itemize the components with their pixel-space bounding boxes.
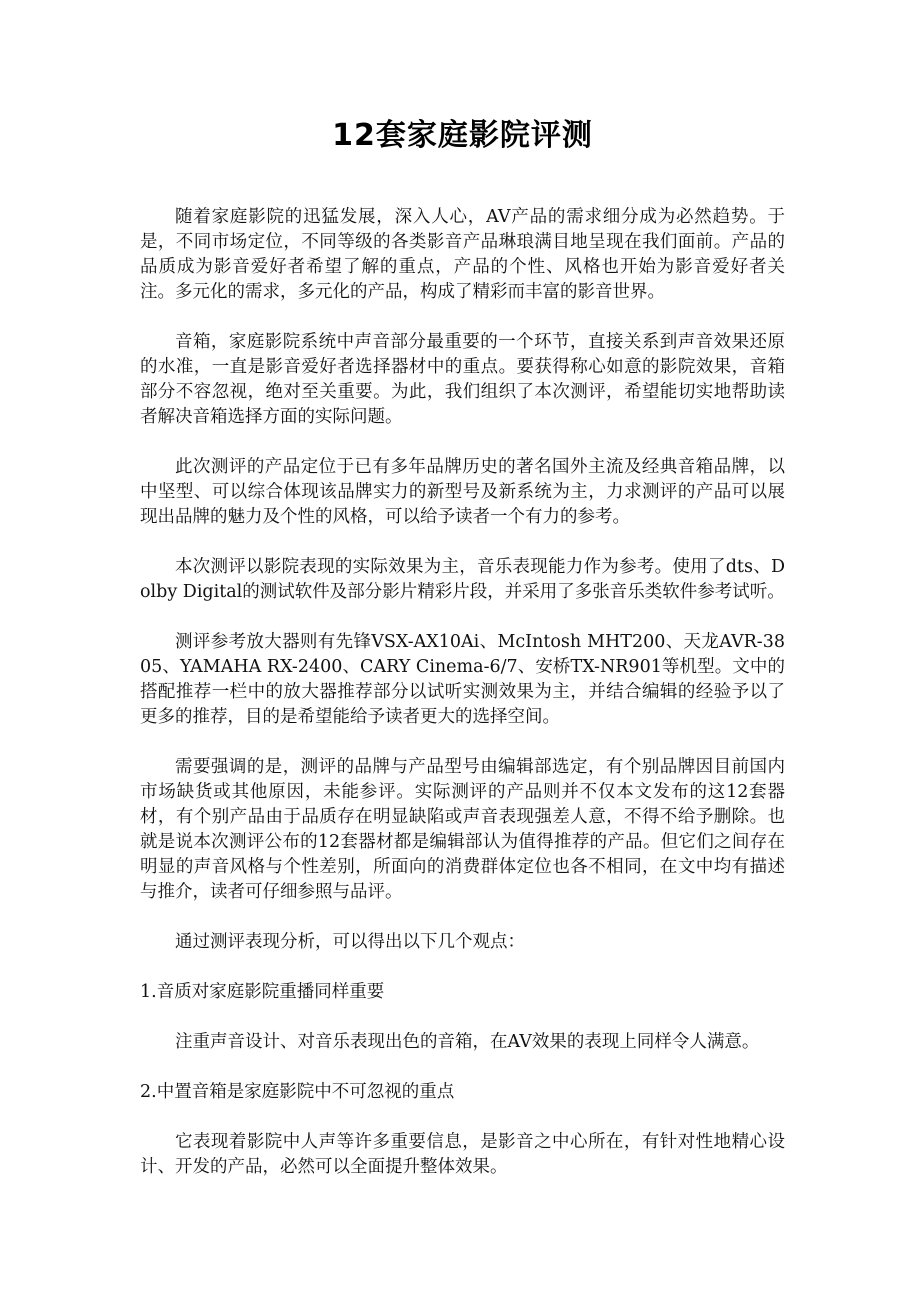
page-title: 12套家庭影院评测: [332, 118, 593, 153]
paragraph-test-method: 本次测评以影院表现的实际效果为主，音乐表现能力作为参考。使用了dts、Dolby Digital的测试软件及部分影片精彩片段，并采用了多张音乐类软件参考试听。: [140, 557, 785, 602]
paragraph-amplifiers: 测评参考放大器则有先锋VSX-AX10Ai、McIntosh MHT200、天龙AVR-3805、YAMAHA RX-2400、CARY Cinema-6/7、安桥TX-NR901等机型。文中的搭配推荐一栏中的放大器推荐部分以试听实测效果为主，并结合编辑的经验予以了更多的推荐，目的是希望能给予读者更大的选择空间。: [140, 632, 785, 727]
point-body-1: 注重声音设计、对音乐表现出色的音箱，在AV效果的表现上同样令人满意。: [175, 1032, 760, 1052]
paragraph-positioning: 此次测评的产品定位于已有多年品牌历史的著名国外主流及经典音箱品牌，以中坚型、可以综合体现该品牌实力的新型号及新系统为主，力求测评的产品可以展现出品牌的魅力及个性的风格，可以给予读者一个有力的参考。: [140, 457, 785, 527]
paragraph-note: 需要强调的是，测评的品牌与产品型号由编辑部选定，有个别品牌因目前国内市场缺货或其他原因，未能参评。实际测评的产品则并不仅本文发布的这12套器材，有个别产品由于品质存在明显缺陷或声音表现强差人意，不得不给予删除。也就是说本次测评公布的12套器材都是编辑部认为值得推荐的产品。但它们之间存在明显的声音风格与个性差别，所面向的消费群体定位也各不相同，在文中均有描述与推介，读者可仔细参照与品评。: [140, 757, 785, 902]
paragraph-intro: 随着家庭影院的迅猛发展，深入人心，AV产品的需求细分成为必然趋势。于是，不同市场定位，不同等级的各类影音产品琳琅满目地呈现在我们面前。产品的品质成为影音爱好者希望了解的重点，产品的个性、风格也开始为影音爱好者关注。多元化的需求，多元化的产品，构成了精彩而丰富的影音世界。: [140, 207, 785, 302]
point-heading-2: 2.中置音箱是家庭影院中不可忽视的重点: [140, 1082, 455, 1102]
paragraph-speakers: 音箱，家庭影院系统中声音部分最重要的一个环节，直接关系到声音效果还原的水准，一直是影音爱好者选择器材中的重点。要获得称心如意的影院效果，音箱部分不容忽视，绝对至关重要。为此，我们组织了本次测评，希望能切实地帮助读者解决音箱选择方面的实际问题。: [140, 332, 785, 427]
point-heading-1: 1.音质对家庭影院重播同样重要: [140, 982, 385, 1002]
paragraph-conclusions-intro: 通过测评表现分析，可以得出以下几个观点：: [175, 932, 525, 952]
point-body-2: 它表现着影院中人声等许多重要信息，是影音之中心所在，有针对性地精心设计、开发的产品，必然可以全面提升整体效果。: [140, 1132, 785, 1177]
document-page: [140, 0, 785, 1180]
